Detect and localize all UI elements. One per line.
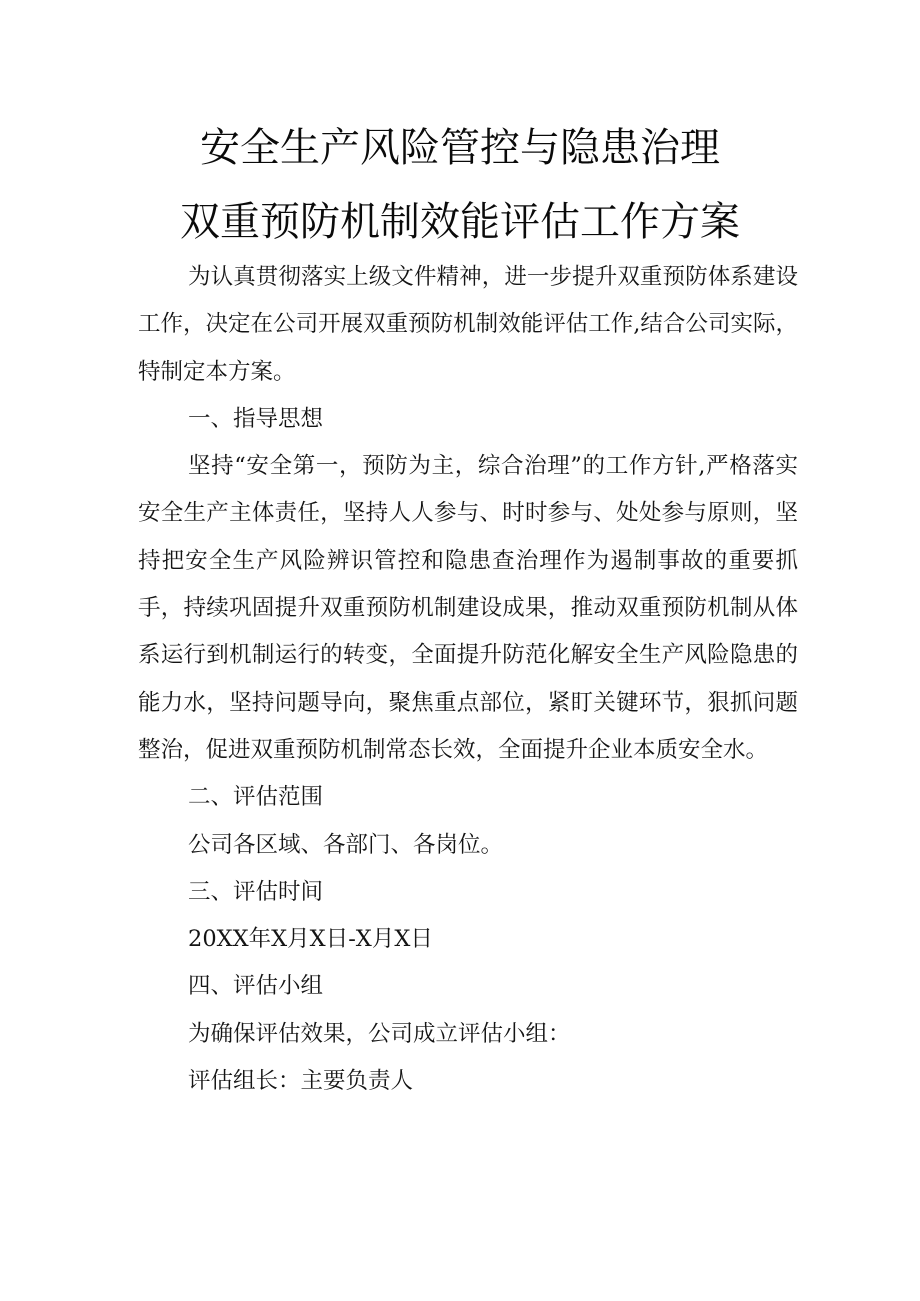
section-heading-time: 三、评估时间: [188, 878, 324, 905]
section-heading-guiding-principle: 一、指导思想: [188, 405, 324, 432]
scope-paragraph: 公司各区域、各部门、各岗位。: [188, 831, 504, 858]
document-body: [138, 254, 798, 1105]
team-paragraph: 为确保评估效果，公司成立评估小组：: [188, 1020, 571, 1047]
guiding-principle-paragraph: 坚持“安全第一，预防为主，综合治理”的工作方针,严格落实安全生产主体责任，坚持人人参与、时时参与、处处参与原则，坚持把安全生产风险辨识管控和隐患查治理作为遏制事故的重要抓手，持续巩固提升双重预防机制建设成果，推动双重预防机制从体系运行到机制运行的转变，全面提升防范化解安全生产风险隐患的能力水，坚持问题导向，聚焦重点部位，紧盯关键环节，狠抓问题整治，促进双重预防机制常态长效，全面提升企业本质安全水。: [138, 453, 798, 763]
time-paragraph: 20XX年X月X日-X月X日: [188, 926, 433, 953]
document-title-line-2: 双重预防机制效能评估工作方案: [180, 199, 740, 245]
document-title-line-1: 安全生产风险管控与隐患治理: [200, 125, 720, 171]
section-heading-scope: 二、评估范围: [188, 784, 324, 811]
team-leader-line: 评估组长：主要负责人: [188, 1068, 414, 1095]
section-heading-team: 四、评估小组: [188, 973, 324, 1000]
intro-paragraph: 为认真贯彻落实上级文件精神，进一步提升双重预防体系建设工作，决定在公司开展双重预防机制效能评估工作,结合公司实际，特制定本方案。: [138, 264, 798, 385]
